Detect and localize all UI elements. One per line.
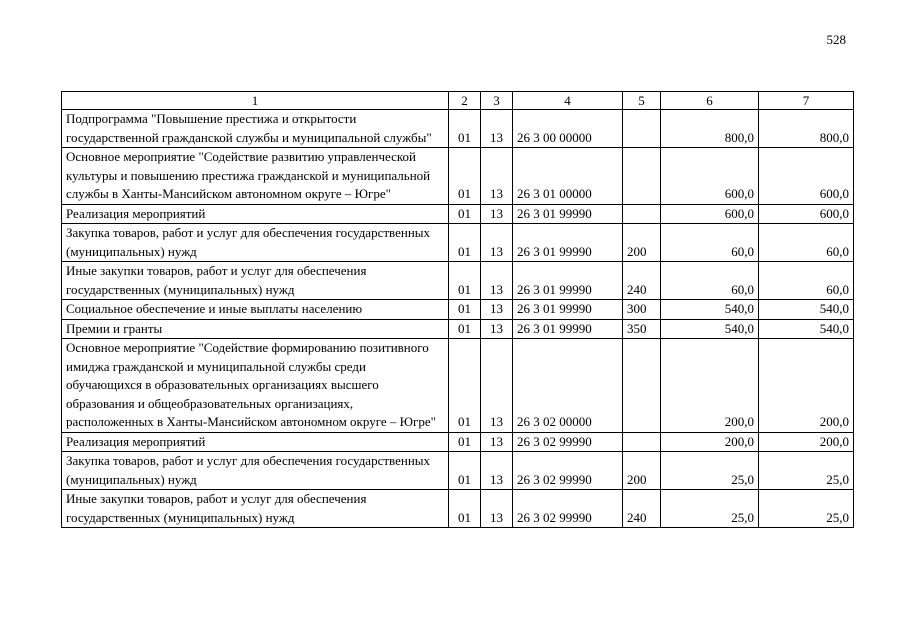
row-expense-type: 200 [623,452,661,490]
row-target-code: 26 3 01 99990 [513,262,623,300]
page-number: 528 [826,32,846,47]
row-target-code: 26 3 01 99990 [513,300,623,320]
row-section: 01 [449,148,481,205]
row-target-code: 26 3 02 99990 [513,432,623,452]
table-row [62,339,854,433]
row-amount-6: 540,0 [661,319,759,339]
row-subsection: 13 [481,110,513,148]
row-amount-7: 25,0 [759,490,854,528]
row-amount-6: 60,0 [661,262,759,300]
table-row [62,452,854,490]
row-target-code: 26 3 00 00000 [513,110,623,148]
row-section: 01 [449,432,481,452]
row-name: Основное мероприятие "Содействие развитию управленческой культуры и повышению престижа гражданской и муниципальной службы в Ханты-Мансийском автономном округе – Югре" [62,148,449,205]
row-amount-6: 600,0 [661,204,759,224]
row-amount-7: 800,0 [759,110,854,148]
row-expense-type: 240 [623,262,661,300]
row-section: 01 [449,490,481,528]
row-section: 01 [449,224,481,262]
row-target-code: 26 3 01 99990 [513,224,623,262]
row-section: 01 [449,204,481,224]
row-expense-type [623,148,661,205]
row-subsection: 13 [481,319,513,339]
row-name: Подпрограмма "Повышение престижа и открытости государственной гражданской службы и муниципальной службы" [62,110,449,148]
row-expense-type: 200 [623,224,661,262]
header-col-2: 2 [449,92,481,110]
row-amount-6: 60,0 [661,224,759,262]
table-row [62,204,854,224]
row-subsection: 13 [481,224,513,262]
row-section: 01 [449,452,481,490]
row-section: 01 [449,110,481,148]
row-target-code: 26 3 01 99990 [513,204,623,224]
row-subsection: 13 [481,339,513,433]
row-section: 01 [449,339,481,433]
row-expense-type [623,432,661,452]
row-amount-6: 600,0 [661,148,759,205]
row-name: Закупка товаров, работ и услуг для обеспечения государственных (муниципальных) нужд [62,224,449,262]
row-target-code: 26 3 02 99990 [513,452,623,490]
row-amount-6: 200,0 [661,339,759,433]
row-amount-7: 200,0 [759,339,854,433]
row-target-code: 26 3 01 99990 [513,319,623,339]
row-expense-type [623,110,661,148]
table-row [62,148,854,205]
table-row [62,300,854,320]
table-row [62,262,854,300]
row-amount-7: 60,0 [759,224,854,262]
row-amount-7: 600,0 [759,204,854,224]
table-row [62,110,854,148]
table-row [62,224,854,262]
header-col-7: 7 [759,92,854,110]
row-subsection: 13 [481,300,513,320]
header-col-6: 6 [661,92,759,110]
row-name: Премии и гранты [62,319,449,339]
row-section: 01 [449,319,481,339]
row-expense-type [623,204,661,224]
row-expense-type: 240 [623,490,661,528]
row-subsection: 13 [481,490,513,528]
table-row [62,432,854,452]
row-subsection: 13 [481,452,513,490]
row-subsection: 13 [481,148,513,205]
row-expense-type: 350 [623,319,661,339]
row-subsection: 13 [481,204,513,224]
row-section: 01 [449,300,481,320]
row-name: Закупка товаров, работ и услуг для обеспечения государственных (муниципальных) нужд [62,452,449,490]
row-amount-7: 25,0 [759,452,854,490]
row-subsection: 13 [481,262,513,300]
row-amount-7: 600,0 [759,148,854,205]
row-target-code: 26 3 02 99990 [513,490,623,528]
row-expense-type [623,339,661,433]
row-subsection: 13 [481,432,513,452]
row-amount-6: 800,0 [661,110,759,148]
budget-table [61,91,854,528]
table-row [62,319,854,339]
row-name: Иные закупки товаров, работ и услуг для обеспечения государственных (муниципальных) нужд [62,490,449,528]
row-amount-7: 200,0 [759,432,854,452]
row-name: Социальное обеспечение и иные выплаты населению [62,300,449,320]
row-amount-7: 540,0 [759,319,854,339]
row-amount-6: 540,0 [661,300,759,320]
table-header-row [62,92,854,110]
row-section: 01 [449,262,481,300]
row-amount-7: 60,0 [759,262,854,300]
header-col-1: 1 [62,92,449,110]
row-name: Иные закупки товаров, работ и услуг для обеспечения государственных (муниципальных) нужд [62,262,449,300]
header-col-5: 5 [623,92,661,110]
row-amount-6: 200,0 [661,432,759,452]
row-target-code: 26 3 01 00000 [513,148,623,205]
row-amount-6: 25,0 [661,490,759,528]
header-col-4: 4 [513,92,623,110]
row-amount-7: 540,0 [759,300,854,320]
row-expense-type: 300 [623,300,661,320]
row-name: Реализация мероприятий [62,204,449,224]
row-name: Основное мероприятие "Содействие формированию позитивного имиджа гражданской и муниципальной службы среди обучающихся в образовательных организациях высшего образования и общеобразовательных организациях, расположенных в Ханты-Мансийском автономном округе – Югре" [62,339,449,433]
row-target-code: 26 3 02 00000 [513,339,623,433]
row-amount-6: 25,0 [661,452,759,490]
table-row [62,490,854,528]
header-col-3: 3 [481,92,513,110]
row-name: Реализация мероприятий [62,432,449,452]
